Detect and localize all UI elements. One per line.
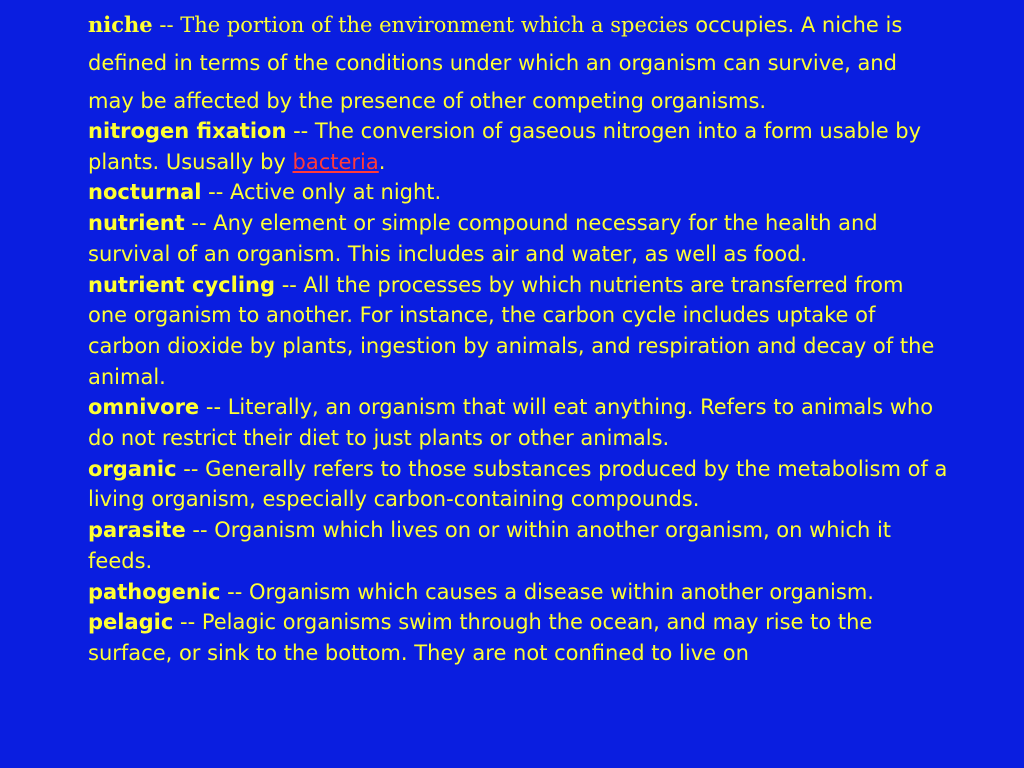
term-separator: -- [185, 518, 215, 543]
glossary-term: parasite [88, 518, 186, 543]
term-separator: -- [152, 13, 181, 37]
glossary-entry-parasite [88, 515, 948, 576]
glossary-entry-nutrient-cycling [88, 270, 948, 393]
definition-text: All the processes by which nutrients are transferred from one organism to another. For instance, the carbon cycle includes uptake of carbon dioxide by plants, ingestion by animals, and respiration and decay of the animal. [88, 272, 935, 389]
glossary-term: omnivore [88, 395, 200, 420]
glossary-term: nutrient [88, 211, 185, 236]
definition-text: Pelagic organisms swim through the ocean, and may rise to the surface, or sink to the bottom. They are not confined to live on [88, 610, 873, 665]
definition-text: . [378, 149, 386, 174]
glossary-entry-omnivore [88, 392, 948, 453]
glossary-term: nocturnal [88, 180, 202, 205]
definition-text: The conversion of gaseous nitrogen into a form usable by plants. Ususally by [88, 119, 922, 174]
niche-first-line [88, 13, 695, 37]
term-separator: -- [275, 272, 304, 297]
glossary-term: nutrient cycling [88, 272, 276, 297]
definition-text: Active only at night. [230, 180, 442, 205]
glossary-entry-nocturnal [88, 177, 948, 208]
bacteria-link[interactable]: bacteria [292, 149, 379, 174]
term-separator: -- [184, 211, 214, 236]
glossary-entry-niche [88, 6, 948, 120]
glossary-term: niche [88, 12, 153, 37]
term-separator: -- [199, 395, 228, 420]
definition-text: The portion of the environment which a species [180, 13, 696, 37]
glossary-term: organic [88, 456, 177, 481]
term-separator: -- [220, 579, 250, 604]
glossary-text [88, 6, 948, 669]
glossary-entry-nutrient [88, 208, 948, 269]
term-separator: -- [286, 119, 315, 143]
definition-text: Generally refers to those substances produced by the metabolism of a living organism, especially carbon-containing compounds. [88, 456, 948, 512]
glossary-term: pelagic [88, 610, 174, 635]
glossary-entry-pathogenic [88, 577, 948, 608]
term-separator: -- [201, 180, 231, 205]
glossary-entry-pelagic [88, 607, 948, 668]
definition-text: Organism which causes a disease within another organism. [249, 579, 874, 604]
glossary-term: pathogenic [88, 579, 221, 604]
definition-text: Organism which lives on or within another organism, on which it feeds. [88, 518, 892, 573]
definition-text: Any element or simple compound necessary for the health and survival of an organism. This includes air and water, as well as food. [88, 211, 878, 266]
glossary-entry-nitrogen-fixation [88, 116, 948, 177]
glossary-entry-organic [88, 454, 948, 515]
term-separator: -- [173, 610, 202, 635]
term-separator: -- [176, 456, 206, 481]
definition-text: occupies. A niche is defined in terms of the conditions under which an organism can survive, and may be affected by the presence of other competing organisms. [88, 13, 903, 113]
definition-text: Literally, an organism that will eat anything. Refers to animals who do not restrict their diet to just plants or other animals. [88, 395, 934, 451]
glossary-term: nitrogen fixation [88, 119, 287, 143]
